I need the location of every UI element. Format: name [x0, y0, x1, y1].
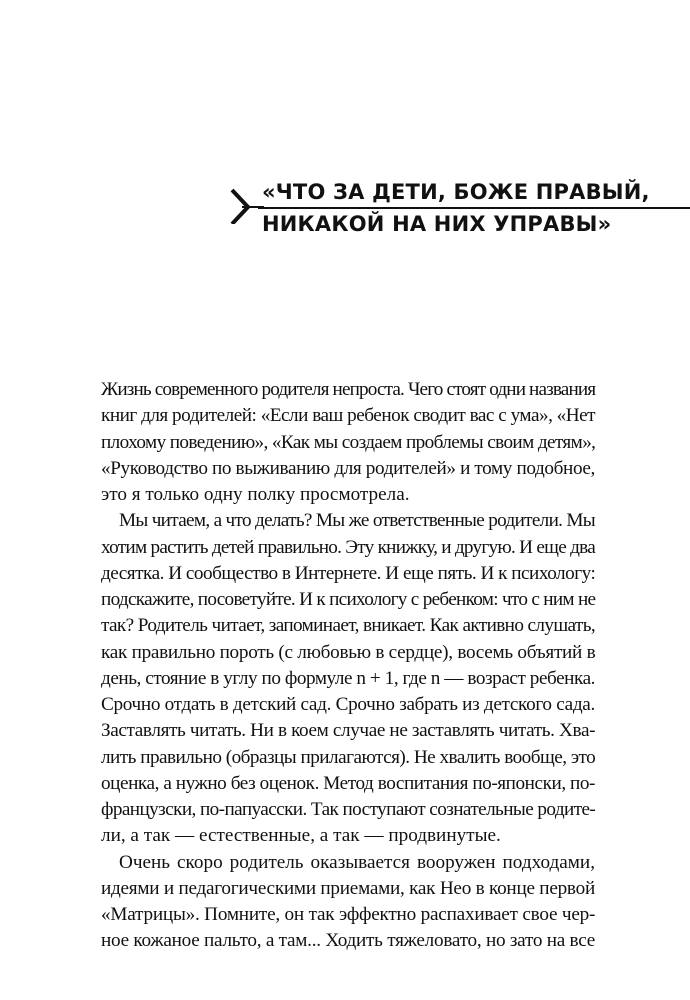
text-line: хотим растить детей правильно. Эту книжку, и другую. И еще два — [101, 536, 595, 558]
text-line: ное кожаное пальто, а там... Ходить тяжеловато, но зато на все — [101, 930, 595, 952]
text-line: Мы читаем, а что делать? Мы же ответственные родители. Мы — [119, 510, 595, 532]
text-line: подскажите, посоветуйте. И к психологу с ребенком: что с ним не — [101, 589, 596, 610]
text-line: «Матрицы». Помните, он так эффектно распахивает свое чер- — [101, 904, 596, 925]
text-line: ли, а так — естественные, а так — продвинутые. — [101, 825, 501, 847]
text-line: плохому поведению», «Как мы создаем проблемы своим детям», — [101, 431, 596, 453]
text-line: как правильно пороть (с любовью в сердце), восемь объятий в — [101, 641, 596, 663]
text-line: десятка. И сообщество в Интернете. И еще пять. И к психологу: — [101, 562, 596, 584]
text-line: это я только одну полку просмотрела. — [101, 484, 410, 505]
heading-line-2: НИКАКОЙ НА НИХ УПРАВЫ» — [262, 212, 612, 236]
text-line: так? Родитель читает, запоминает, вникает. Как активно слушать, — [101, 615, 595, 637]
text-line: французски, по-папуасски. Так поступают сознательные родите- — [101, 799, 596, 820]
heading-rule — [258, 207, 690, 209]
text-line: книг для родителей: «Если ваш ребенок сводит вас с ума», «Нет — [101, 405, 596, 427]
arrow-right-icon — [228, 184, 264, 224]
heading-line-1: «ЧТО ЗА ДЕТИ, БОЖЕ ПРАВЫЙ, — [262, 180, 650, 204]
paragraph-1 — [101, 377, 595, 508]
text-line: «Руководство по выживанию для родителей» и тому подобное, — [101, 457, 595, 479]
text-line: Срочно отдать в детский сад. Срочно забрать из детского сада. — [101, 694, 595, 715]
paragraph-2 — [101, 508, 595, 849]
text-line: Очень скоро родитель оказывается вооружен подходами, — [119, 851, 595, 873]
body-text — [101, 377, 595, 955]
text-line: Жизнь современного родителя непроста. Чего стоят одни названия — [101, 379, 596, 400]
chapter-heading — [228, 180, 690, 260]
text-line: день, стояние в углу по формуле n + 1, где n — возраст ребенка. — [101, 667, 595, 689]
text-line: идеями и педагогическими приемами, как Нео в конце первой — [101, 877, 595, 899]
text-line: Заставлять читать. Ни в коем случае не заставлять читать. Хва- — [101, 720, 596, 742]
text-line: лить правильно (образцы прилагаются). Не хвалить вообще, это — [101, 746, 596, 768]
text-line: оценка, а нужно без оценок. Метод воспитания по-японски, по- — [101, 772, 596, 794]
paragraph-3 — [101, 850, 595, 955]
